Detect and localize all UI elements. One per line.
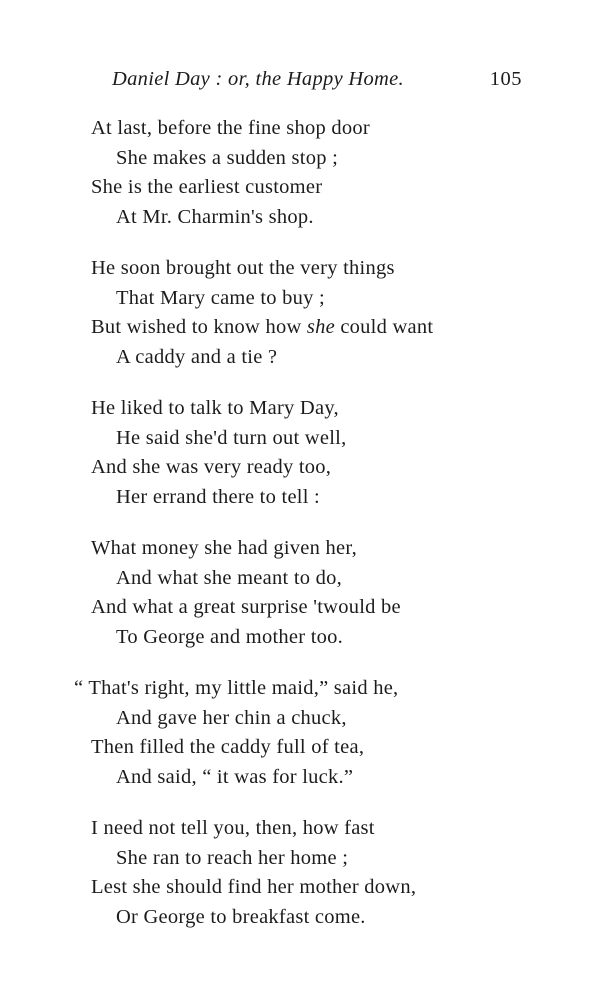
stanza-5 bbox=[0, 674, 601, 792]
poem-line: And she was very ready too, bbox=[91, 456, 332, 478]
emphasized-word: she bbox=[306, 316, 335, 338]
poem-line-emphasis: But wished to know how she could want bbox=[91, 316, 434, 338]
poem-line: He liked to talk to Mary Day, bbox=[91, 397, 339, 419]
stanza-4 bbox=[0, 534, 601, 652]
poem-line: She is the earliest customer bbox=[91, 176, 323, 198]
running-title: Daniel Day : or, the Happy Home. bbox=[112, 68, 404, 90]
poem-line: Then filled the caddy full of tea, bbox=[91, 736, 365, 758]
poem-line: She ran to reach her home ; bbox=[116, 846, 349, 869]
poem-line: What money she had given her, bbox=[91, 537, 358, 559]
poem-line: “ That's right, my little maid,” said he, bbox=[74, 677, 399, 699]
poem bbox=[0, 114, 601, 954]
poem-line: He soon brought out the very things bbox=[91, 257, 395, 279]
poem-line: A caddy and a tie ? bbox=[116, 345, 278, 368]
poem-line: And said, “ it was for luck.” bbox=[116, 765, 354, 788]
stanza-6 bbox=[0, 814, 601, 932]
poem-line: At Mr. Charmin's shop. bbox=[116, 205, 314, 228]
poem-line: He said she'd turn out well, bbox=[116, 426, 347, 449]
poem-line: Her errand there to tell : bbox=[116, 485, 321, 508]
stanza-2 bbox=[0, 254, 601, 372]
poem-line: Lest she should find her mother down, bbox=[91, 876, 417, 898]
poem-line: I need not tell you, then, how fast bbox=[91, 817, 375, 839]
poem-line: At last, before the fine shop door bbox=[91, 117, 370, 139]
poem-line: And what she meant to do, bbox=[116, 566, 343, 589]
poem-line: To George and mother too. bbox=[116, 625, 344, 648]
poem-line: That Mary came to buy ; bbox=[116, 286, 325, 309]
running-header bbox=[112, 68, 522, 98]
page-number: 105 bbox=[489, 68, 522, 90]
stanza-1 bbox=[0, 114, 601, 232]
poem-line: And gave her chin a chuck, bbox=[116, 706, 347, 729]
stanza-3 bbox=[0, 394, 601, 512]
poem-line: And what a great surprise 'twould be bbox=[91, 596, 401, 618]
poem-line: Or George to breakfast come. bbox=[116, 905, 366, 928]
poem-line: She makes a sudden stop ; bbox=[116, 146, 339, 169]
